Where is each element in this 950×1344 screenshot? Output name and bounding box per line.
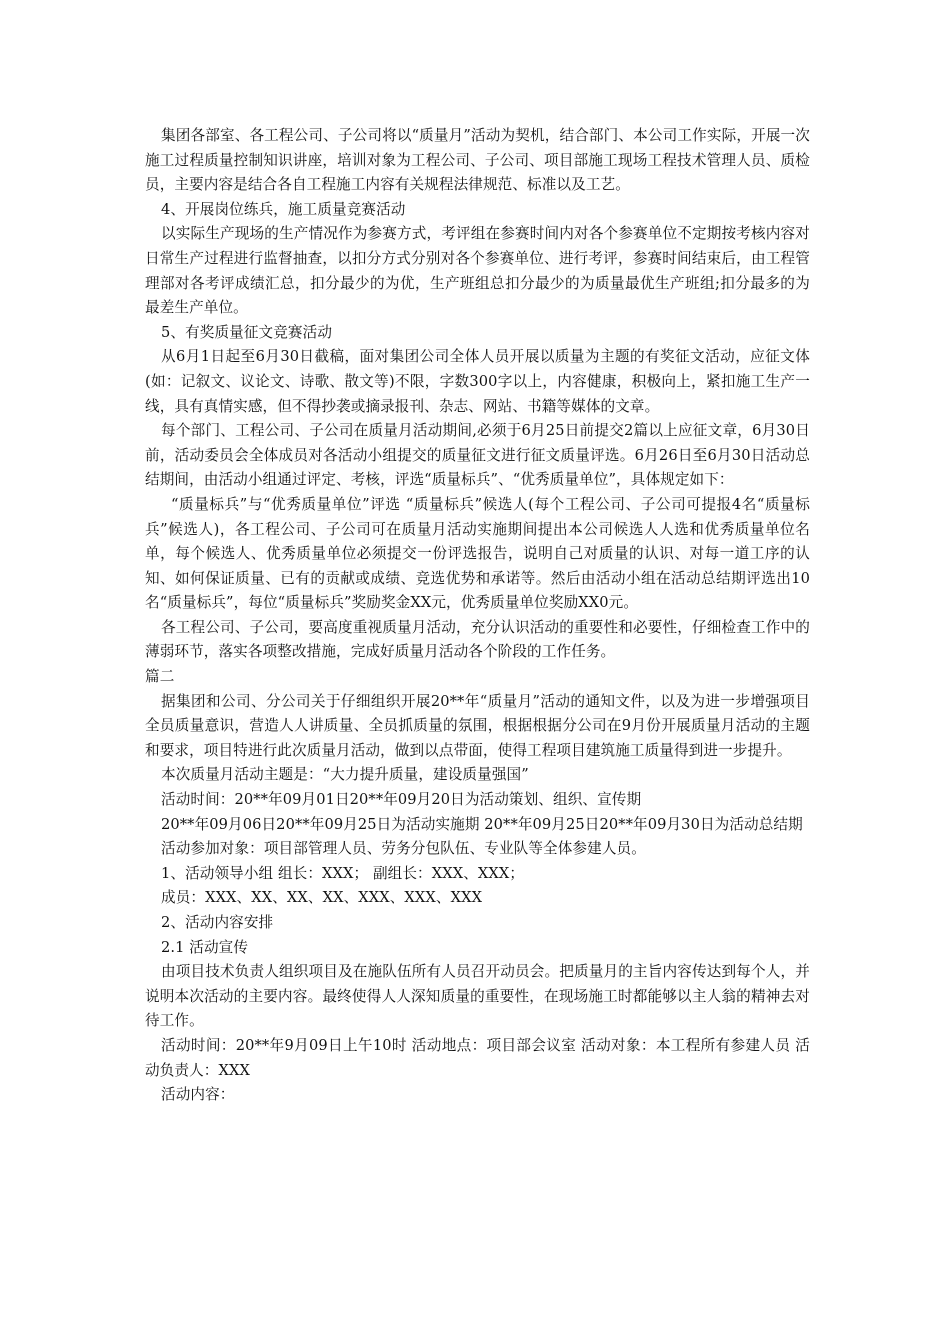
paragraph-essay-submission: 每个部门、工程公司、子公司在质量月活动期间,必须于6月25日前提交2篇以上应征文章，6月30日前，活动委员会全体成员对各活动小组提交的质量征文进行征文质量评选。6月26日至6月30日活动总结期间，由活动小组通过评定、考核，评选“质量标兵”、“优秀质量单位”，具体规定如下： [145, 422, 810, 489]
paragraph-theme: 本次质量月活动主题是：“大力提升质量，建设质量强国” [161, 766, 529, 784]
paragraph-participants: 活动参加对象：项目部管理人员、劳务分包队伍、专业队等全体参建人员。 [161, 840, 646, 858]
paragraph-skill-contest: 以实际生产现场的生产情况作为参赛方式，考评组在参赛时间内对各个参赛单位不定期按考核内容对日常生产过程进行监督抽查，以扣分方式分别对各个参赛单位、进行考评，参赛时间结束后，由工程管理部对各考评成绩汇总，扣分最少的为优，生产班组总扣分最少的为质量最优生产班组;扣分最多的为最差生产单位。 [145, 225, 810, 317]
heading-skill-contest: 4、开展岗位练兵，施工质量竞赛活动 [161, 200, 406, 218]
paragraph-activity-content: 活动内容： [161, 1086, 235, 1104]
paragraph-leadership-group: 1、活动领导小组 组长：XXX； 副组长：XXX、XXX； [161, 864, 525, 882]
heading-activity-arrangement: 2、活动内容安排 [161, 914, 274, 931]
paragraph-members: 成员：XXX、XX、XX、XX、XXX、XXX、XXX [161, 889, 483, 907]
paragraph-quality-model-selection: “质量标兵”与“优秀质量单位”评选 “质量标兵”候选人(每个工程公司、子公司可提报4名“质量标兵”候选人)，各工程公司、子公司可在质量月活动实施期间提出本公司候选人人选和优秀质量单位名单，每个候选人、优秀质量单位必须提交一份评选报告，说明自己对质量的认识、对每一道工序的认知、如何保证质量、已有的贡献或成绩、竞选优势和承诺等。然后由活动小组在活动总结期评选出10名“质量标兵”，每位“质量标兵”奖励奖金XX元，优秀质量单位奖励XX0元。 [145, 495, 810, 612]
paragraph-background: 据集团和公司、分公司关于仔细组织开展20**年“质量月”活动的通知文件，以及为进一步增强项目全员质量意识，营造人人讲质量、全员抓质量的氛围，根据根据分公司在9月份开展质量月活动的主题和要求，项目特进行此次质量月活动，做到以点带面，使得工程项目建筑施工质量得到进一步提升。 [145, 692, 810, 759]
paragraph-training: 集团各部室、各工程公司、子公司将以“质量月”活动为契机，结合部门、本公司工作实际，开展一次施工过程质量控制知识讲座，培训对象为工程公司、子公司、项目部施工现场工程技术管理人员、质检员，主要内容是结合各自工程施工内容有关规程法律规范、标准以及工艺。 [145, 127, 810, 194]
paragraph-schedule-implementation: 20**年09月06日20**年09月25日为活动实施期 20**年09月25日20**年09月30日为活动总结期 [161, 815, 803, 833]
heading-essay-contest: 5、有奖质量征文竞赛活动 [161, 323, 333, 341]
paragraph-mobilization-meeting: 由项目技术负责人组织项目及在施队伍所有人员召开动员会。把质量月的主旨内容传达到每个人，并说明本次活动的主要内容。最终使得人人深知质量的重要性，在现场施工时都能够以主人翁的精神去对待工作。 [145, 963, 810, 1030]
section-title-part-two: 篇二 [145, 668, 175, 686]
paragraph-schedule-planning: 活动时间：20**年09月01日20**年09月20日为活动策划、组织、宣传期 [161, 791, 642, 809]
paragraph-meeting-details: 活动时间：20**年9月09日上午10时 活动地点：项目部会议室 活动对象：本工程所有参建人员 活动负责人：XXX [145, 1036, 810, 1079]
paragraph-essay-contest: 从6月1日起至6月30日截稿，面对集团公司全体人员开展以质量为主题的有奖征文活动，应征文体(如：记叙文、议论文、诗歌、散文等)不限，字数300字以上，内容健康，积极向上，紧扣施工生产一线，具有真情实感，但不得抄袭或摘录报刊、杂志、网站、书籍等媒体的文章。 [145, 348, 810, 415]
document-body [145, 124, 810, 1108]
heading-activity-promotion: 2.1 活动宣传 [161, 938, 249, 956]
paragraph-requirements: 各工程公司、子公司，要高度重视质量月活动，充分认识活动的重要性和必要性，仔细检查工作中的薄弱环节，落实各项整改措施，完成好质量月活动各个阶段的工作任务。 [145, 618, 810, 661]
